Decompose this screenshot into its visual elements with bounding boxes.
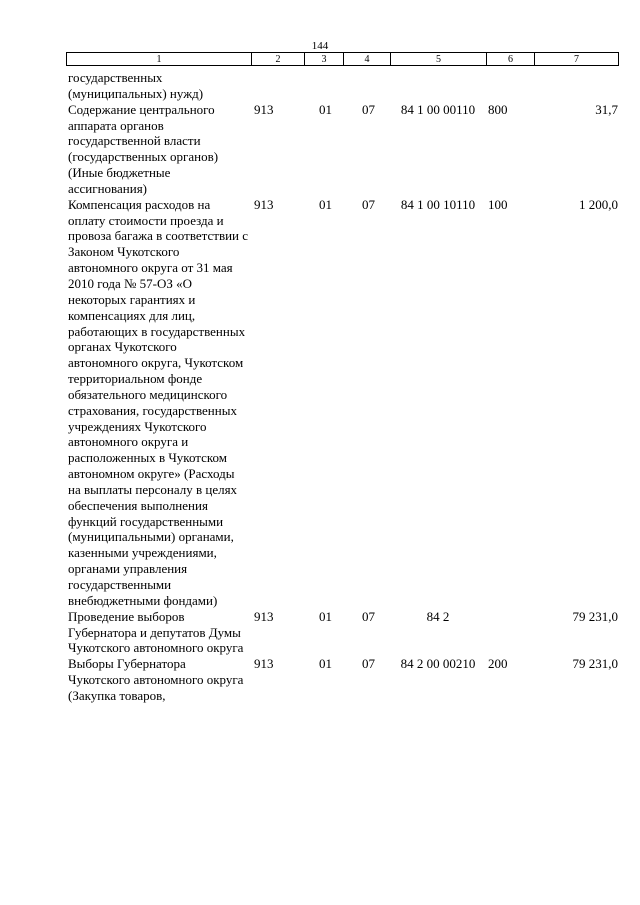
row-name: Содержание центрального аппарата органов государственной власти (государственных органов) (Иные бюджетные ассигнования) [68,101,219,196]
column-header-1: 1 [67,53,252,66]
table-row [66,656,618,704]
row-target-code: 84 1 00 10110 [400,196,476,212]
row-amount: 79 231,0 [572,608,618,624]
row-section-code: 01 [319,656,332,672]
column-header-5: 5 [391,53,487,66]
row-amount [534,70,618,102]
row-section-code: 01 [319,608,332,624]
row-expense-type: 100 [488,196,508,212]
column-header-6: 6 [487,53,535,66]
row-name: государственных (муниципальных) нужд) [68,70,204,101]
row-name: Выборы Губернатора Чукотского автономного округа (Закупка товаров, [68,656,244,703]
table-row [66,102,618,197]
page-number: 144 [311,40,329,52]
row-subsection-code [343,70,390,102]
table-row [66,197,618,609]
row-ministry-code: 913 [254,196,274,212]
row-subsection-code: 07 [362,656,375,672]
column-header-3: 3 [305,53,344,66]
row-ministry-code: 913 [254,608,274,624]
row-section-code: 01 [319,196,332,212]
row-target-code: 84 1 00 00110 [400,101,476,117]
table-row [66,70,618,102]
row-ministry-code [251,70,304,102]
row-expense-type: 800 [488,101,508,117]
row-section-code: 01 [319,101,332,117]
column-header-table [66,52,619,66]
row-expense-type [486,609,534,657]
column-header-4: 4 [344,53,391,66]
row-subsection-code: 07 [362,608,375,624]
row-amount: 79 231,0 [572,656,618,672]
column-header-row [67,53,619,66]
row-section-code [304,70,343,102]
row-expense-type [486,70,534,102]
column-header-2: 2 [252,53,305,66]
table-row [66,609,618,657]
row-expense-type: 200 [488,656,508,672]
row-subsection-code: 07 [362,101,375,117]
row-ministry-code: 913 [254,656,274,672]
row-amount: 31,7 [595,101,618,117]
row-amount: 1 200,0 [579,196,618,212]
row-subsection-code: 07 [362,196,375,212]
row-name: Компенсация расходов на оплату стоимости проезда и провоза багажа в соответствии с Законом Чукотского автономного округа от 31 мая 2010 года № 57-ОЗ «О некоторых гарантиях и компенсациях для лиц, работающих в государственных органах Чукотского автономного округа, Чукотском территориальном фонде обязательного медицинского страхования, государственных учреждениях Чукотского автономного округа и расположенных в Чукотском автономном округе» (Расходы на выплаты персоналу в целях обеспечения выполнения функций государственными (муниципальными) органами, казенными учреждениями, органами управления государственными внебюджетными фондами) [68,196,249,608]
row-name: Проведение выборов Губернатора и депутатов Думы Чукотского автономного округа [68,608,244,656]
row-ministry-code: 913 [254,101,274,117]
column-header-7: 7 [535,53,619,66]
row-target-code: 84 2 00 00210 [400,656,476,672]
budget-table [66,70,618,704]
row-target-code [390,70,486,102]
row-target-code: 84 2 [426,608,450,624]
